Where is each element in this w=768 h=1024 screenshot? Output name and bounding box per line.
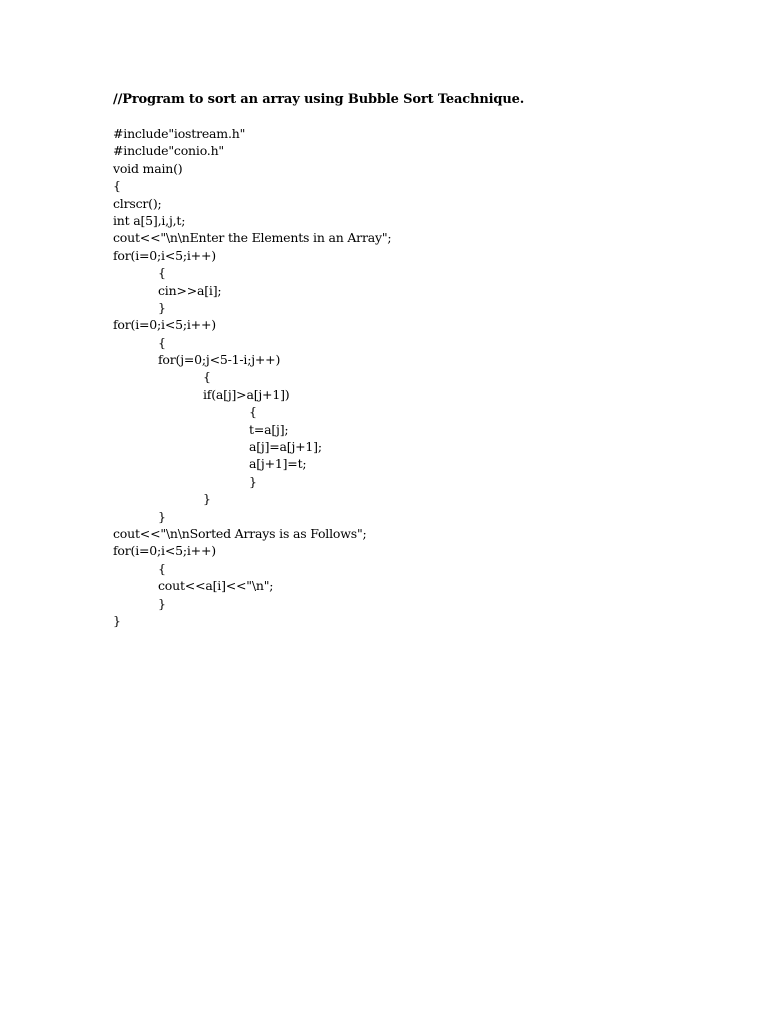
code-line: { bbox=[158, 265, 166, 281]
code-line: void main() bbox=[113, 160, 183, 176]
code-line: for(j=0;j<5-1-i;j++) bbox=[158, 352, 281, 368]
code-line: for(i=0;i<5;i++) bbox=[113, 247, 216, 263]
code-line: if(a[j]>a[j+1]) bbox=[203, 386, 290, 402]
code-line: { bbox=[158, 560, 166, 576]
code-line: } bbox=[249, 473, 257, 489]
code-line: } bbox=[158, 508, 166, 524]
code-line: a[j]=a[j+1]; bbox=[249, 439, 322, 455]
code-line: } bbox=[158, 299, 166, 315]
code-line: cout<<"\n\nSorted Arrays is as Follows"; bbox=[113, 525, 367, 541]
code-line: { bbox=[249, 404, 257, 420]
code-line: clrscr(); bbox=[113, 195, 162, 211]
code-line: #include"iostream.h" bbox=[113, 126, 246, 141]
program-title: //Program to sort an array using Bubble Sort Teachnique. bbox=[113, 92, 525, 107]
code-line: for(i=0;i<5;i++) bbox=[113, 317, 216, 333]
code-line: #include"conio.h" bbox=[113, 143, 224, 159]
code-listing bbox=[113, 125, 391, 629]
code-line: } bbox=[158, 595, 166, 611]
code-line: { bbox=[203, 369, 211, 385]
code-line: { bbox=[113, 178, 121, 194]
code-line: int a[5],i,j,t; bbox=[113, 212, 186, 228]
code-line: } bbox=[113, 612, 121, 628]
code-line: a[j+1]=t; bbox=[249, 456, 307, 472]
code-line: cout<<a[i]<<"\n"; bbox=[158, 578, 274, 594]
code-line: for(i=0;i<5;i++) bbox=[113, 543, 216, 559]
code-line: } bbox=[203, 491, 211, 507]
code-line: { bbox=[158, 334, 166, 350]
code-line: cin>>a[i]; bbox=[158, 282, 222, 298]
code-line: t=a[j]; bbox=[249, 421, 289, 437]
code-line: cout<<"\n\nEnter the Elements in an Array"; bbox=[113, 230, 392, 246]
